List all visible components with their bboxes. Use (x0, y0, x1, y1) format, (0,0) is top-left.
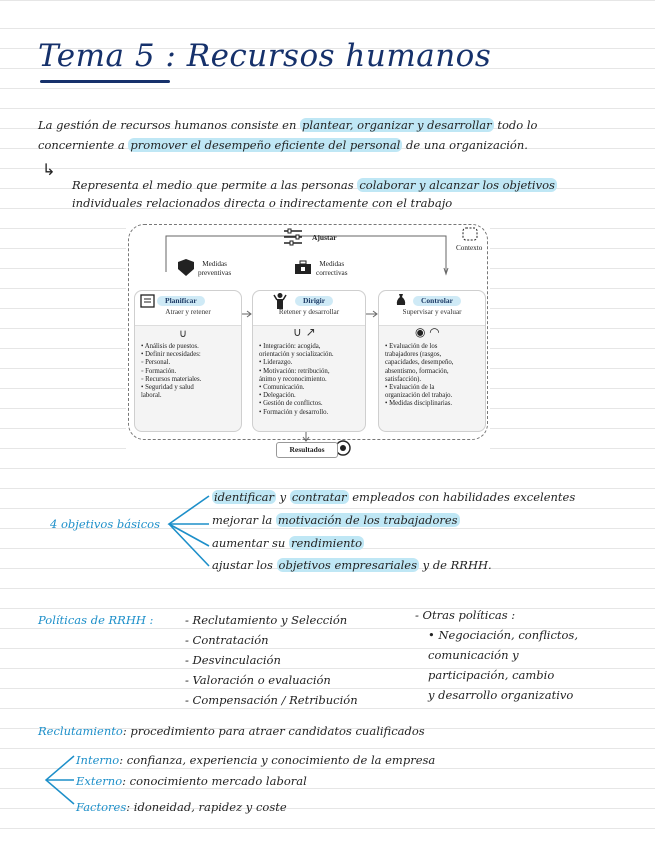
intro-line-1 (38, 118, 537, 132)
list-item: • Definir necesidades: (141, 351, 201, 359)
contexto-label: Contexto (456, 244, 483, 252)
list-item: capacidades, desempeño, (385, 359, 454, 367)
interno-label: Interno (76, 753, 120, 767)
reclutamiento-line (38, 724, 425, 738)
otras-politicas-line: y desarrollo organizativo (428, 688, 574, 702)
list-item: • Integración: acogida, (259, 343, 321, 350)
medidas-correctivas-label (316, 260, 348, 277)
objetivo-text: ajustar los (212, 558, 277, 572)
magnet-arrow-icon: ∪ ↗ (293, 325, 316, 339)
sliders-icon (284, 229, 302, 245)
list-item: • Liderazgo. (259, 359, 293, 367)
title-underline (40, 80, 170, 83)
intro-line-2 (38, 138, 528, 152)
money-bag-icon (395, 293, 407, 307)
intro-text: La gestión de recursos humanos consiste en (38, 118, 301, 132)
dirigir-title: Dirigir (295, 296, 333, 306)
otras-politicas-title: - Otras políticas : (415, 608, 516, 622)
medidas-preventivas-line: Medidas (202, 260, 227, 268)
list-item: • Formación y desarrollo. (259, 408, 329, 416)
otras-politicas-line: • Negociación, conflictos, (428, 628, 578, 642)
objetivo-text: y (276, 490, 290, 504)
medidas-preventivas-label (198, 260, 231, 277)
externo-text: : conocimiento mercado laboral (122, 774, 307, 788)
context-icon (463, 228, 477, 240)
objetivo-text: y de RRHH. (419, 558, 492, 572)
dirigir-list (259, 343, 355, 417)
objetivo-text: mejorar la (212, 513, 276, 527)
planificar-title: Planificar (157, 296, 205, 306)
controlar-column (378, 290, 486, 432)
reclutamiento-brace-icon (40, 752, 76, 812)
objetivo-text: aumentar su (212, 536, 289, 550)
list-item: laboral. (141, 392, 162, 400)
intro-text: de una organización. (402, 138, 528, 152)
dirigir-subtitle: Retener y desarrollar (278, 308, 340, 316)
shield-icon (178, 259, 194, 276)
otras-politicas-line: participación, cambio (428, 668, 555, 682)
controlar-title: Controlar (413, 296, 461, 306)
resultados-box: Resultados (276, 442, 338, 458)
reclutamiento-factores (76, 800, 287, 814)
politica-item: - Valoración o evaluación (185, 673, 331, 687)
politica-item: - Contratación (185, 633, 269, 647)
politica-item: - Desvinculación (185, 653, 281, 667)
list-item: • Delegación. (259, 392, 296, 400)
objetivo-item-1 (212, 490, 575, 504)
objetivo-highlight: contratar (291, 490, 347, 504)
objetivo-highlight: motivación de los trabajadores (277, 513, 458, 527)
intro-text: concerniente a (38, 138, 129, 152)
list-item: • Análisis de puestos. (141, 343, 199, 350)
list-item: • Comunicación. (259, 384, 305, 392)
intro-text: todo lo (493, 118, 538, 132)
list-item: • Seguridad y salud (141, 384, 194, 392)
list-item: ◦ Formación. (141, 367, 177, 375)
externo-label: Externo (76, 774, 123, 788)
dirigir-header (253, 291, 365, 326)
politica-item: - Compensación / Retribución (185, 693, 358, 707)
interno-text: : confianza, experiencia y conocimiento de la empresa (119, 753, 436, 767)
hook-arrow-icon: ↳ (42, 160, 56, 179)
represent-highlight: colaborar y alcanzar los objetivos (359, 178, 555, 192)
medidas-correctivas-line: Medidas (319, 260, 345, 268)
reclutamiento-interno (76, 753, 435, 767)
medidas-preventivas-line: preventivas (198, 268, 232, 277)
objetivo-highlight: rendimiento (290, 536, 363, 550)
controlar-list (385, 343, 481, 409)
controlar-header (379, 291, 485, 326)
page-title: Tema 5 : Recursos humanos (38, 38, 492, 74)
medidas-correctivas-line: correctivas (316, 268, 348, 277)
otras-politicas-line: comunicación y (428, 648, 519, 662)
planificar-list (141, 343, 237, 400)
reclutamiento-label: Reclutamiento (38, 724, 123, 738)
objetivo-highlight: identificar (214, 490, 275, 504)
list-item: absentismo, formación, (385, 367, 449, 375)
factores-label: Factores (76, 800, 127, 814)
controlar-subtitle: Supervisar y evaluar (402, 308, 462, 316)
planning-board-icon (140, 293, 156, 309)
brace-icon (163, 490, 213, 570)
list-item: ◦ Personal. (141, 359, 171, 367)
list-item: orientación y socialización. (259, 351, 334, 359)
dirigir-column (252, 290, 366, 432)
planificar-subtitle: Atraer y retener (165, 308, 211, 316)
represent-text: Representa el medio que permite a las personas (72, 178, 358, 192)
represent-line-2: individuales relacionados directa o indirectamente con el trabajo (72, 196, 453, 210)
planificar-header (135, 291, 241, 326)
ajustar-label: Ajustar (312, 233, 337, 242)
toolbox-icon (295, 261, 311, 274)
intro-highlight: plantear, organizar y desarrollar (302, 118, 492, 132)
list-item: ánimo y reconocimiento. (259, 375, 327, 383)
objetivos-label: 4 objetivos básicos (50, 517, 160, 531)
list-item: • Medidas disciplinarias. (385, 400, 453, 408)
list-item: • Evaluación de los (385, 343, 438, 350)
reclutamiento-definition: : procedimiento para atraer candidatos cualificados (122, 724, 425, 738)
objetivo-highlight: objetivos empresariales (278, 558, 418, 572)
intro-highlight: promover el desempeño eficiente del personal (130, 138, 401, 152)
list-item: ◦ Recursos materiales. (141, 375, 202, 383)
list-item: organización del trabajo. (385, 392, 453, 400)
magnet-icon: ∪ (179, 327, 188, 340)
objetivo-text: empleados con habilidades excelentes (348, 490, 576, 504)
eye-gauge-icon: ◉ ◠ (415, 325, 440, 339)
hr-process-diagram (126, 222, 490, 466)
politicas-label: Políticas de RRHH : (38, 613, 154, 627)
list-item: • Evaluación de la (385, 384, 435, 392)
factores-text: : idoneidad, rapidez y coste (126, 800, 287, 814)
represent-line-1 (72, 178, 557, 192)
objetivo-item-2 (212, 513, 460, 527)
politica-item: - Reclutamiento y Selección (185, 613, 348, 627)
list-item: • Motivación: retribución, (259, 367, 330, 375)
objetivo-item-4 (212, 558, 492, 572)
objetivo-item-3 (212, 536, 364, 550)
planificar-column (134, 290, 242, 432)
list-item: satisfacción). (385, 375, 422, 383)
reclutamiento-externo (76, 774, 307, 788)
list-item: trabajadores (rasgos, (385, 351, 442, 359)
list-item: • Gestión de conflictos. (259, 400, 323, 408)
